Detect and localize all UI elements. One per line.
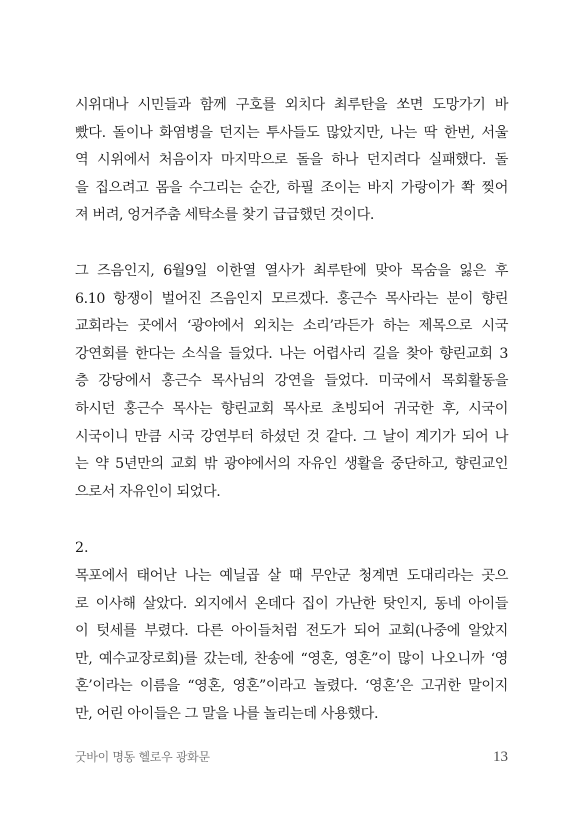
page-footer (75, 748, 508, 766)
text-line: 목포에서 태어난 나는 예닐곱 살 때 무안군 청계면 도대리라는 곳으 (75, 567, 508, 584)
paragraph-2 (75, 258, 508, 506)
page-number: 13 (493, 749, 508, 765)
text-line: 을 집으려고 몸을 수그리는 순간, 하필 조이는 바지 가랑이가 쫙 찢어 (75, 179, 508, 196)
text-line: 시위대나 시민들과 함께 구호를 외치다 최루탄을 쏘면 도망가기 바 (75, 97, 508, 113)
text-line: 는 약 5년만의 교회 밖 광야에서의 자유인 생활을 중단하고, 향린교인 (75, 456, 508, 473)
text-line: 그 즈음인지, 6월9일 이한열 열사가 최루탄에 맞아 목숨을 잃은 후 (75, 262, 508, 279)
text-line: 혼’이라는 이름을 “영혼, 영혼”이라고 놀렸다. ‘영혼’은 고귀한 말이지 (75, 678, 508, 695)
text-line: 로 이사해 살았다. 외지에서 온데다 집이 가난한 탓인지, 동네 아이들 (75, 595, 508, 612)
text-line: 층 강당에서 홍근수 목사님의 강연을 들었다. 미국에서 목회활동을 (75, 373, 508, 390)
page-body (75, 92, 508, 728)
text-line: 만, 예수교장로회)를 갔는데, 찬송에 “영혼, 영혼”이 많이 나오니까 ‘영 (75, 650, 508, 667)
text-line: 으로서 자유인이 되었다. (75, 483, 221, 500)
text-line: 하시던 홍근수 목사는 향린교회 목사로 초빙되어 귀국한 후, 시국이 (75, 400, 508, 417)
paragraph-3 (75, 563, 508, 729)
section-number: 2. (75, 540, 89, 557)
text-line: 강연회를 한다는 소식을 들었다. 나는 어렵사리 길을 찾아 향린교회 3 (75, 345, 508, 362)
text-line: 교회라는 곳에서 ‘광야에서 외치는 소리’라든가 하는 제목으로 시국 (75, 318, 508, 335)
paragraph-1 (75, 92, 508, 230)
running-footer-title: 굿바이 명동 헬로우 광화문 (75, 750, 210, 764)
text-line: 져 버려, 엉거주춤 세탁소를 찾기 급급했던 것이다. (75, 207, 374, 224)
text-line: 빴다. 돌이나 화염병을 던지는 투사들도 많았지만, 나는 딱 한번, 서울 (75, 124, 508, 141)
text-line: 6.10 항쟁이 벌어진 즈음인지 모르겠다. 홍근수 목사라는 분이 향린 (75, 290, 508, 307)
text-line: 역 시위에서 처음이자 마지막으로 돌을 하나 던지려다 실패했다. 돌 (75, 152, 508, 169)
text-line: 만, 어린 아이들은 그 말을 나를 놀리는데 사용했다. (75, 705, 379, 722)
text-line: 시국이니 만큼 시국 강연부터 하셨던 것 같다. 그 날이 계기가 되어 나 (75, 428, 508, 445)
text-line: 이 텃세를 부렸다. 다른 아이들처럼 전도가 되어 교회(나중에 알았지 (75, 623, 508, 640)
